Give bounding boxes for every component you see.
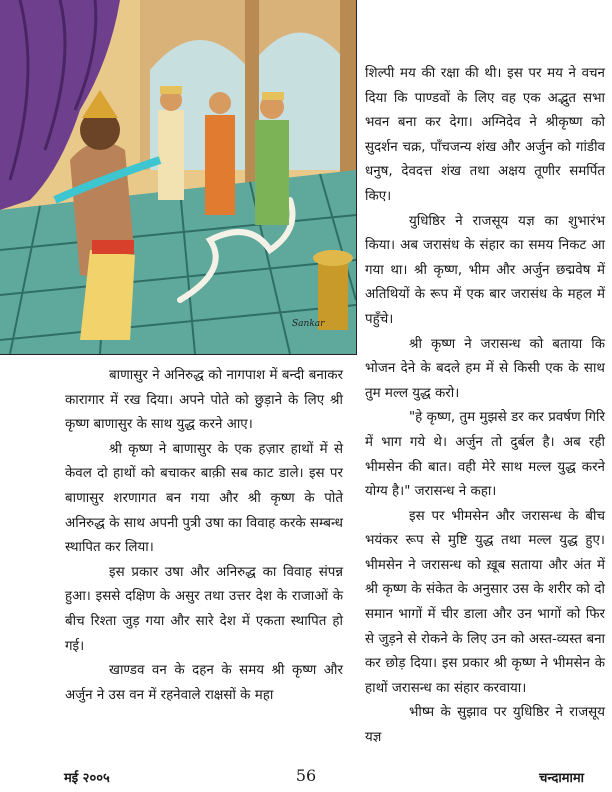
left-text-column <box>65 364 343 708</box>
page-number: 56 <box>295 766 317 785</box>
paragraph: बाणासुर ने अनिरुद्ध को नागपाश में बन्दी बनाकर कारागार में रख दिया। अपने पोते को छुड़ाने के लिए श्री कृष्ण बाणासुर के साथ युद्ध करने आए। <box>65 368 343 433</box>
paragraph: इस पर भीमसेन और जरासन्ध के बीच भयंकर रूप से मुष्टि युद्ध तथा मल्ल युद्ध हुए। भीमसेन ने जरासन्ध को ख़ूब सताया और अंत में श्री कृष्ण के संकेत के अनुसार उस के शरीर को दो समान भागों में चीर डाला और उन भागों को फिर से जुड़ने से रोकने के लिए उन को अस्त-व्यस्त बना कर छोड़ दिया। इस प्रकार श्री कृष्ण ने भीमसेन के हाथों जरासन्ध का संहार करवाया। <box>365 508 605 696</box>
paragraph: "हे कृष्ण, तुम मुझसे डर कर प्रवर्षण गिरि में भाग गये थे। अर्जुन तो दुर्बल है। अब रही भीमसेन की बात। वही मेरे साथ मल्ल युद्ध करने योग्य है।" जरासन्ध ने कहा। <box>365 410 605 500</box>
paragraph: श्री कृष्ण ने बाणासुर के एक हज़ार हाथों में से केवल दो हाथों को बचाकर बाक़ी सब काट डाले। इस पर बाणासुर शरणागत बन गया और श्री कृष्ण के पोते अनिरुद्ध के साथ अपनी पुत्री उषा का विवाह करके सम्बन्ध स्थापित कर लिया। <box>65 441 343 556</box>
magazine-name: चन्दामामा <box>539 771 584 786</box>
artist-signature: Sankar <box>292 319 325 329</box>
issue-month: मई २००५ <box>64 771 110 786</box>
paragraph: खाण्डव वन के दहन के समय श्री कृष्ण और अर्जुन ने उस वन में रहनेवाले राक्षसों के महा <box>65 663 343 703</box>
paragraph-continuation: शिल्पी मय की रक्षा की थी। इस पर मय ने वचन दिया कि पाण्डवों के लिए वह एक अद्भुत सभा भवन बना कर देगा। अग्निदेव ने श्रीकृष्ण को सुदर्शन चक्र, पाँचजन्य शंख और अर्जुन को गांडीव धनुष, देवदत्त शंख तथा अक्षय तूणीर समर्पित किए। <box>365 66 605 204</box>
paragraph: इस प्रकार उषा और अनिरुद्ध का विवाह संपन्न हुआ। इससे दक्षिण के असुर तथा उत्तर देश के राजाओं के बीच रिश्ता जुड़ गया और सारे देश में एकता स्थापित हो गई। <box>65 564 343 654</box>
paragraph: युधिष्ठिर ने राजसूय यज्ञ का शुभारंभ किया। अब जरासंध के संहार का समय निकट आ गया था। श्री कृष्ण, भीम और अर्जुन छद्मवेष में अतिथियों के रूप में एक बार जरासंध के महल में पहुँचे। <box>365 213 605 327</box>
paragraph: श्री कृष्ण ने जरासन्ध को बताया कि भोजन देने के बदले हम में से किसी एक के साथ तुम मल्ल युद्ध करो। <box>365 336 605 401</box>
right-text-column <box>365 62 605 751</box>
paragraph: भीष्म के सुझाव पर युधिष्ठिर ने राजसूय यज्ञ <box>365 705 605 746</box>
palace-scene-illustration <box>0 0 357 355</box>
page-footer <box>0 768 612 792</box>
